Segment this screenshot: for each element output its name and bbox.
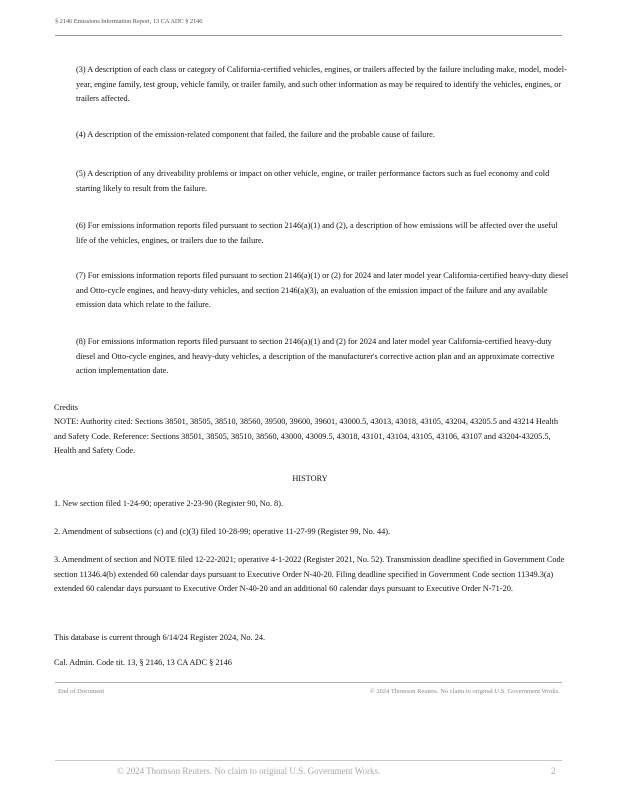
credits-label: Credits <box>54 403 78 412</box>
history-entry-1: 1. New section filed 1-24-90; operative 2-23-90 (Register 90, No. 8). <box>54 499 284 508</box>
history-entry-3: 3. Amendment of section and NOTE filed 12-22-2021; operative 4-1-2022 (Register 2021, No. 52). Transmission deadline specified in Government Code section 11346.4(b) extended 60 calendar days pursuant to Executive Order N-40-20. Filing deadline specified in Government Code section 11349.3(a) extended 60 calendar days pursuant to Executive Order N-40-20 and an additional 60 calendar days pursuant to Executive Order N-71-20. <box>54 555 565 593</box>
footer-copyright: © 2024 Thomson Reuters. No claim to original U.S. Government Works. <box>117 766 381 776</box>
history-heading: HISTORY <box>292 474 328 483</box>
paragraph-6: (6) For emissions information reports filed pursuant to section 2146(a)(1) and (2), a description of how emissions will be affected over the useful life of the vehicles, engines, or trailers due to the failure. <box>76 221 558 245</box>
paragraph-5: (5) A description of any driveability problems or impact on other vehicle, engine, or trailer performance factors such as fuel economy and cold starting likely to result from the failure. <box>76 169 550 193</box>
paragraph-7: (7) For emissions information reports filed pursuant to section 2146(a)(1) or (2) for 2024 and later model year California-certified heavy-duty diesel and Otto-cycle engines, and heavy-duty vehicles, and section 2146(a)(3), an evaluation of the emission impact of the failure and any available emission data which relate to the failure. <box>76 271 569 309</box>
history-entry-2: 2. Amendment of subsections (c) and (c)(3) filed 10-28-99; operative 11-27-99 (Register 99, No. 44). <box>54 527 391 536</box>
paragraph-3: (3) A description of each class or category of California-certified vehicles, engines, or trailers affected by the failure including make, model, model-year, engine family, test group, vehicle family, or trailer family, and such other information as may be required to identify the vehicles, engines, or trailers affected. <box>76 65 567 103</box>
paragraph-4: (4) A description of the emission-related component that failed, the failure and the probable cause of failure. <box>76 130 435 139</box>
running-head: § 2146 Emissions Information Report, 13 CA ADC § 2146 <box>55 18 203 25</box>
end-of-document-divider <box>55 682 562 683</box>
paragraph-8: (8) For emissions information reports filed pursuant to section 2146(a)(1) and (2) for 2024 and later model year California-certified heavy-duty diesel and Otto-cycle engines, and heavy-duty vehicles, a description of the manufacturer's corrective action plan and an approximate corrective action implementation date. <box>76 337 555 375</box>
end-of-document-copyright: © 2024 Thomson Reuters. No claim to original U.S. Government Works. <box>369 688 560 695</box>
footer-divider <box>55 760 562 761</box>
page-number: 2 <box>551 766 556 776</box>
credits-note: NOTE: Authority cited: Sections 38501, 38505, 38510, 38560, 39500, 39600, 39601, 43000.5, 43013, 43018, 43105, 43204, 43205.5 and 43214 Health and Safety Code. Reference: Sections 38501, 38505, 38510, 38560, 43000, 43009.5, 43018, 43101, 43104, 43105, 43106, 43107 and 43204-43205.5, Health and Safety Code. <box>54 417 559 455</box>
header-divider <box>55 35 562 36</box>
end-of-document-label: End of Document <box>58 688 105 695</box>
citation: Cal. Admin. Code tit. 13, § 2146, 13 CA ADC § 2146 <box>54 658 232 667</box>
currency-statement: This database is current through 6/14/24 Register 2024, No. 24. <box>54 633 266 642</box>
